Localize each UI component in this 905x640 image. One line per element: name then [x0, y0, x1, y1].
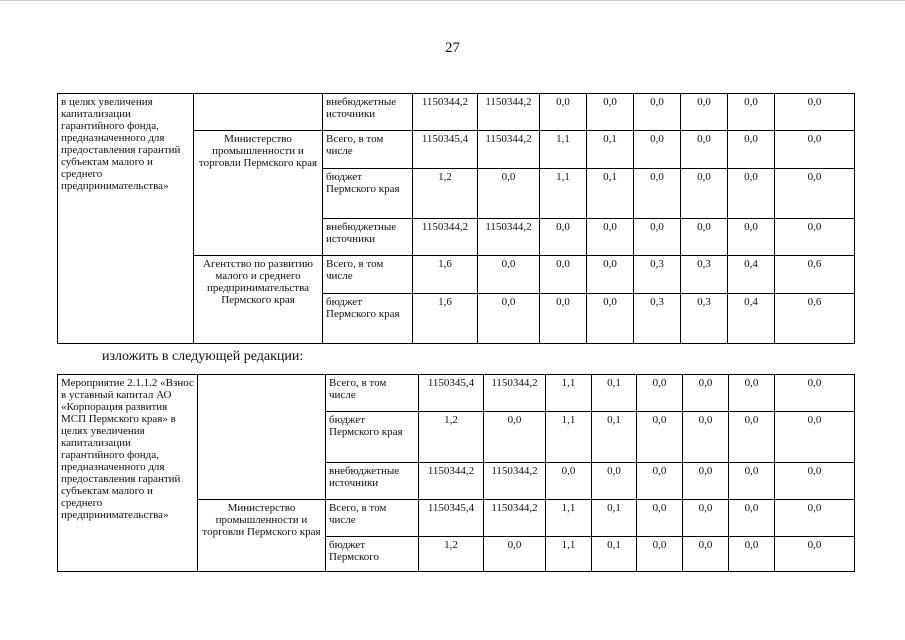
value-cell: 0,0	[775, 375, 855, 412]
value-cell: 0,0	[729, 375, 775, 412]
funding-source-cell: бюджет Пермского края	[323, 294, 413, 344]
value-cell: 0,0	[634, 169, 681, 219]
budget-table-after	[57, 374, 855, 572]
value-cell: 0,0	[637, 375, 683, 412]
value-cell: 0,0	[587, 256, 634, 294]
value-cell: 1150344,2	[419, 463, 484, 500]
value-cell: 0,0	[728, 94, 775, 131]
value-cell: 1150345,4	[413, 131, 478, 169]
value-cell: 0,3	[681, 256, 728, 294]
value-cell: 0,0	[637, 537, 683, 572]
value-cell: 1150344,2	[413, 219, 478, 256]
value-cell: 1,1	[540, 131, 587, 169]
value-cell: 0,0	[478, 294, 540, 344]
funding-source-cell: Всего, в том числе	[326, 375, 419, 412]
executor-cell	[198, 375, 326, 500]
value-cell: 1150345,4	[419, 375, 484, 412]
funding-source-cell: внебюджетные источники	[323, 219, 413, 256]
value-cell: 0,0	[729, 463, 775, 500]
value-cell: 0,0	[683, 500, 729, 537]
value-cell: 0,0	[478, 169, 540, 219]
value-cell: 1,1	[540, 169, 587, 219]
table-row	[58, 375, 855, 412]
value-cell: 0,0	[729, 500, 775, 537]
value-cell: 0,6	[775, 256, 855, 294]
value-cell: 0,3	[681, 294, 728, 344]
value-cell: 0,0	[681, 219, 728, 256]
value-cell: 0,0	[728, 131, 775, 169]
value-cell: 1,1	[546, 500, 592, 537]
value-cell: 1,1	[546, 412, 592, 463]
value-cell: 0,3	[634, 256, 681, 294]
value-cell: 0,0	[540, 256, 587, 294]
value-cell: 0,0	[775, 219, 855, 256]
value-cell: 1150344,2	[478, 219, 540, 256]
value-cell: 0,0	[681, 131, 728, 169]
intro-text: изложить в следующей редакции:	[102, 349, 304, 364]
value-cell: 1,2	[413, 169, 478, 219]
value-cell: 1,1	[546, 375, 592, 412]
value-cell: 0,0	[637, 500, 683, 537]
value-cell: 0,0	[484, 412, 546, 463]
value-cell: 0,0	[683, 537, 729, 572]
value-cell: 0,0	[683, 375, 729, 412]
value-cell: 0,1	[587, 131, 634, 169]
executor-cell: Министерство промышленности и торговли Пермского края	[194, 131, 323, 256]
funding-source-cell: бюджет Пермского	[326, 537, 419, 572]
value-cell: 0,0	[729, 537, 775, 572]
value-cell: 0,1	[592, 412, 637, 463]
funding-source-cell: Всего, в том числе	[323, 256, 413, 294]
value-cell: 0,0	[540, 294, 587, 344]
value-cell: 0,3	[634, 294, 681, 344]
value-cell: 1,6	[413, 256, 478, 294]
value-cell: 1150344,2	[413, 94, 478, 131]
value-cell: 1150345,4	[419, 500, 484, 537]
funding-source-cell: Всего, в том числе	[326, 500, 419, 537]
value-cell: 0,0	[683, 463, 729, 500]
table-row	[58, 94, 855, 131]
value-cell: 0,0	[546, 463, 592, 500]
value-cell: 0,0	[637, 412, 683, 463]
value-cell: 0,0	[587, 94, 634, 131]
budget-table-before	[57, 93, 855, 344]
value-cell: 0,0	[681, 94, 728, 131]
value-cell: 0,0	[728, 219, 775, 256]
value-cell: 0,0	[681, 169, 728, 219]
value-cell: 0,0	[540, 219, 587, 256]
value-cell: 0,1	[587, 169, 634, 219]
value-cell: 0,1	[592, 537, 637, 572]
page-number: 27	[445, 40, 460, 56]
value-cell: 0,0	[775, 500, 855, 537]
value-cell: 0,0	[775, 169, 855, 219]
value-cell: 0,0	[634, 94, 681, 131]
page-top-edge	[0, 0, 905, 1]
value-cell: 1,2	[419, 537, 484, 572]
value-cell: 1150344,2	[478, 131, 540, 169]
measure-cell: Мероприятие 2.1.1.2 «Взнос в уставный капитал АО «Корпорация развития МСП Пермского края» в целях увеличения капитализации гарантийного фонда, предназначенного для предоставления гарантий субъектам малого и среднего предпринимательства»	[58, 375, 198, 572]
funding-source-cell: внебюджетные источники	[323, 94, 413, 131]
value-cell: 1150344,2	[484, 375, 546, 412]
value-cell: 0,0	[775, 94, 855, 131]
value-cell: 0,0	[775, 412, 855, 463]
value-cell: 0,0	[637, 463, 683, 500]
funding-source-cell: бюджет Пермского края	[326, 412, 419, 463]
value-cell: 0,0	[634, 219, 681, 256]
value-cell: 0,0	[729, 412, 775, 463]
value-cell: 1150344,2	[478, 94, 540, 131]
value-cell: 0,4	[728, 294, 775, 344]
funding-source-cell: внебюджетные источники	[326, 463, 419, 500]
value-cell: 1150344,2	[484, 463, 546, 500]
value-cell: 0,0	[592, 463, 637, 500]
funding-source-cell: Всего, в том числе	[323, 131, 413, 169]
executor-cell: Агентство по развитию малого и среднего предпринимательства Пермского края	[194, 256, 323, 344]
value-cell: 0,6	[775, 294, 855, 344]
measure-cell: в целях увеличения капитализации гарантийного фонда, предназначенного для предоставления гарантий субъектам малого и среднего предпринимательства»	[58, 94, 194, 344]
value-cell: 0,0	[775, 131, 855, 169]
executor-cell	[194, 94, 323, 131]
executor-cell: Министерство промышленности и торговли Пермского края	[198, 500, 326, 572]
value-cell: 0,0	[478, 256, 540, 294]
value-cell: 1,1	[546, 537, 592, 572]
value-cell: 0,0	[775, 463, 855, 500]
value-cell: 0,0	[683, 412, 729, 463]
value-cell: 1,6	[413, 294, 478, 344]
value-cell: 0,0	[540, 94, 587, 131]
value-cell: 1,2	[419, 412, 484, 463]
value-cell: 0,1	[592, 375, 637, 412]
value-cell: 1150344,2	[484, 500, 546, 537]
value-cell: 0,0	[484, 537, 546, 572]
value-cell: 0,0	[775, 537, 855, 572]
value-cell: 0,0	[587, 294, 634, 344]
value-cell: 0,1	[592, 500, 637, 537]
funding-source-cell: бюджет Пермского края	[323, 169, 413, 219]
value-cell: 0,0	[728, 169, 775, 219]
value-cell: 0,0	[634, 131, 681, 169]
value-cell: 0,4	[728, 256, 775, 294]
value-cell: 0,0	[587, 219, 634, 256]
